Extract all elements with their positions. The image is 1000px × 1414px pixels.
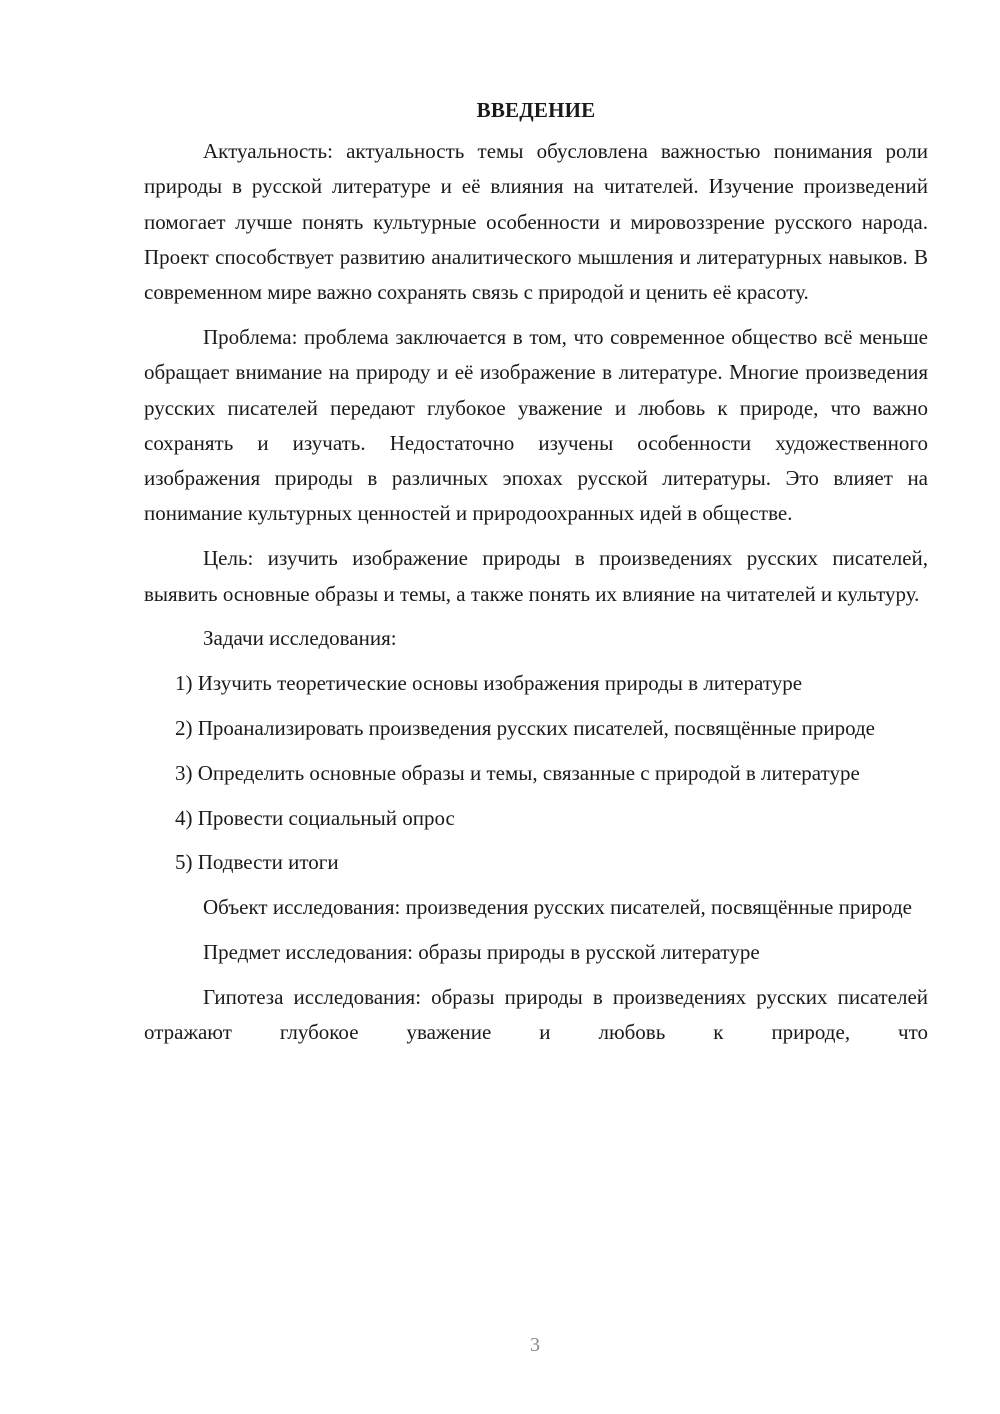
hypothesis-paragraph: Гипотеза исследования: образы природы в произведениях русских писателей отражают глубокое уважение и любовь к природе, что <box>144 984 928 1045</box>
task-item-2: 2) Проанализировать произведения русских писателей, посвящённые природе <box>175 715 875 740</box>
problem-paragraph: Проблема: проблема заключается в том, что современное общество всё меньше обращает внимание на природу и её изображение в литературе. Многие произведения русских писателей передают глубокое уважение и любовь к природе, что важно сохранять и изучать. Недостаточно изучены особенности художественного изображения природы в различных эпохах русской литературы. Это влияет на понимание культурных ценностей и природоохранных идей в обществе. <box>144 324 928 526</box>
relevance-paragraph: Актуальность: актуальность темы обусловлена важностью понимания роли природы в русской литературе и её влияния на читателей. Изучение произведений помогает лучше понять культурные особенности и мировоззрение русского народа. Проект способствует развитию аналитического мышления и литературных навыков. В современном мире важно сохранять связь с природой и ценить её красоту. <box>144 139 928 305</box>
goal-paragraph: Цель: изучить изображение природы в произведениях русских писателей, выявить основные образы и темы, а также понять их влияние на читателей и культуру. <box>144 546 928 606</box>
task-item-4: 4) Провести социальный опрос <box>175 805 455 830</box>
tasks-heading: Задачи исследования: <box>203 626 397 651</box>
task-item-1: 1) Изучить теоретические основы изображения природы в литературе <box>175 671 803 696</box>
research-object-paragraph: Объект исследования: произведения русских писателей, посвящённые природе <box>203 895 912 920</box>
page-number: 3 <box>530 1334 540 1356</box>
section-title: ВВЕДЕНИЕ <box>476 98 596 122</box>
document-page <box>144 93 928 1060</box>
task-item-5: 5) Подвести итоги <box>175 850 339 875</box>
task-item-3: 3) Определить основные образы и темы, связанные с природой в литературе <box>175 760 860 785</box>
research-subject-paragraph: Предмет исследования: образы природы в русской литературе <box>203 939 760 964</box>
